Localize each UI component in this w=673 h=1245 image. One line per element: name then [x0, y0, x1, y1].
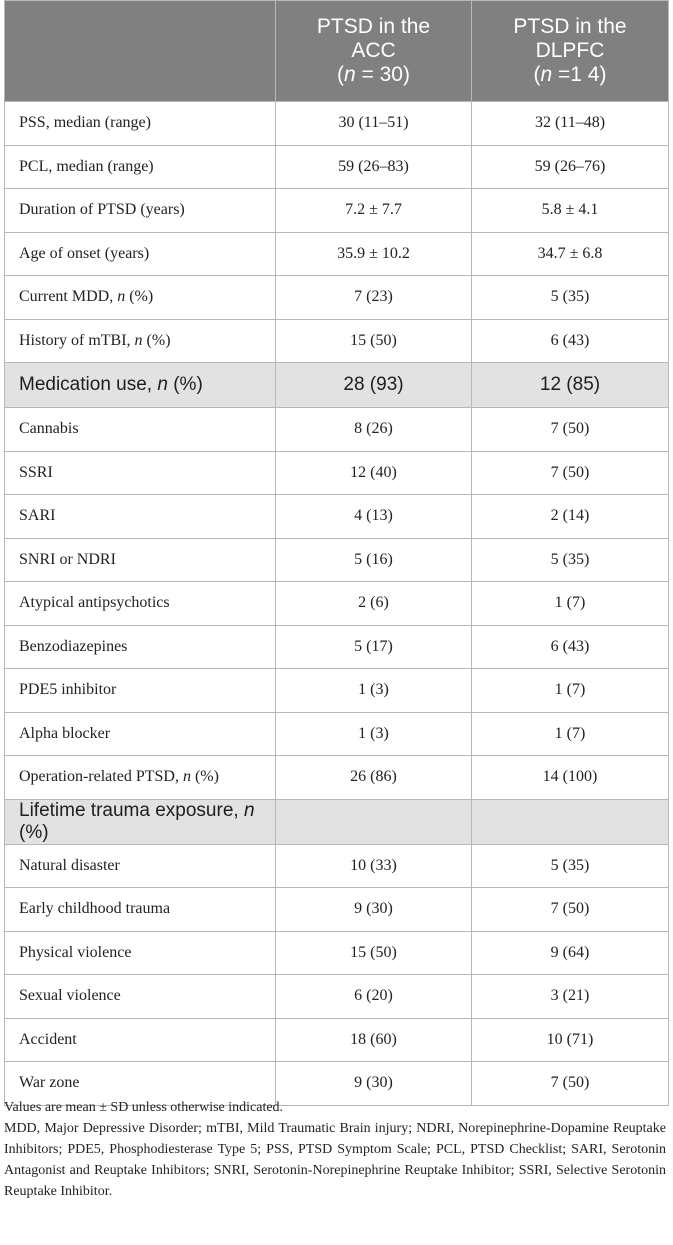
dlpfc-value: 1 (7): [472, 582, 669, 626]
acc-value: 7.2 ± 7.7: [276, 189, 472, 233]
row-label: Cannabis: [5, 408, 276, 452]
footnote-values: Values are mean ± SD unless otherwise indicated.: [4, 1100, 284, 1115]
row-label: War zone: [5, 1062, 276, 1106]
dlpfc-value: 59 (26–76): [472, 145, 669, 189]
table-row: [5, 408, 669, 452]
table-body: [5, 102, 669, 1106]
header-dlpfc-line1: PTSD in the: [513, 15, 627, 38]
acc-value: 4 (13): [276, 495, 472, 539]
row-label: Benzodiazepines: [5, 625, 276, 669]
acc-value: [276, 799, 472, 844]
section-row: [5, 363, 669, 408]
dlpfc-value: 3 (21): [472, 975, 669, 1019]
table-row: [5, 102, 669, 146]
dlpfc-value: 5 (35): [472, 844, 669, 888]
row-label-n: n: [182, 768, 191, 786]
table-row: [5, 276, 669, 320]
acc-value: 8 (26): [276, 408, 472, 452]
acc-value: 35.9 ± 10.2: [276, 232, 472, 276]
clinical-characteristics-table: [4, 0, 669, 1106]
table-row: [5, 975, 669, 1019]
row-label-text: Medication use,: [19, 374, 158, 395]
header-dlpfc-count: =1 4): [552, 63, 607, 86]
dlpfc-value: 5.8 ± 4.1: [472, 189, 669, 233]
header-acc: PTSD in the ACC (n = 30): [276, 1, 472, 102]
row-label: [5, 319, 276, 363]
acc-value: 5 (16): [276, 538, 472, 582]
row-label-n: n: [243, 799, 255, 821]
row-label: PDE5 inhibitor: [5, 669, 276, 713]
section-row: [5, 799, 669, 844]
acc-value: 2 (6): [276, 582, 472, 626]
row-label: [5, 756, 276, 800]
row-label-unit: (%): [167, 374, 203, 395]
header-acc-line1: PTSD in the: [316, 15, 431, 38]
table-row: [5, 669, 669, 713]
row-label-text: Lifetime trauma exposure,: [19, 799, 244, 821]
acc-value: 9 (30): [276, 888, 472, 932]
header-acc-count: = 30): [355, 63, 410, 86]
table-row: [5, 145, 669, 189]
row-label: Age of onset (years): [5, 232, 276, 276]
row-label: SARI: [5, 495, 276, 539]
acc-value: 1 (3): [276, 669, 472, 713]
table-row: [5, 712, 669, 756]
dlpfc-value: 7 (50): [472, 408, 669, 452]
row-label: PCL, median (range): [5, 145, 276, 189]
table-row: [5, 319, 669, 363]
table-row: [5, 582, 669, 626]
acc-value: 7 (23): [276, 276, 472, 320]
dlpfc-value: 14 (100): [472, 756, 669, 800]
dlpfc-value: 1 (7): [472, 712, 669, 756]
header-dlpfc-line2: DLPFC: [535, 39, 605, 62]
dlpfc-value: 5 (35): [472, 538, 669, 582]
dlpfc-value: 12 (85): [472, 363, 669, 408]
section-label: [5, 363, 276, 408]
acc-value: 1 (3): [276, 712, 472, 756]
table-header-row: [5, 1, 669, 102]
table-row: [5, 931, 669, 975]
table-row: [5, 538, 669, 582]
acc-value: 59 (26–83): [276, 145, 472, 189]
table-row: [5, 189, 669, 233]
row-label-text: Current MDD,: [19, 288, 118, 306]
header-dlpfc: PTSD in the DLPFC (n =1 4): [472, 1, 669, 102]
acc-value: 5 (17): [276, 625, 472, 669]
acc-value: 6 (20): [276, 975, 472, 1019]
row-label: SSRI: [5, 451, 276, 495]
dlpfc-value: 32 (11–48): [472, 102, 669, 146]
row-label-unit: (%): [142, 331, 171, 349]
row-label-n: n: [117, 288, 126, 306]
header-acc-n: n: [344, 63, 356, 86]
acc-value: 18 (60): [276, 1018, 472, 1062]
row-label: Accident: [5, 1018, 276, 1062]
dlpfc-value: 7 (50): [472, 888, 669, 932]
dlpfc-value: 6 (43): [472, 319, 669, 363]
dlpfc-value: 7 (50): [472, 1062, 669, 1106]
row-label-n: n: [157, 374, 168, 395]
acc-value: 10 (33): [276, 844, 472, 888]
row-label: Duration of PTSD (years): [5, 189, 276, 233]
header-dlpfc-n: n: [540, 63, 553, 86]
table-row: [5, 625, 669, 669]
row-label: Physical violence: [5, 931, 276, 975]
row-label-text: History of mTBI,: [19, 331, 135, 349]
table-row: [5, 844, 669, 888]
row-label: Alpha blocker: [5, 712, 276, 756]
row-label: Sexual violence: [5, 975, 276, 1019]
dlpfc-value: 6 (43): [472, 625, 669, 669]
acc-value: 12 (40): [276, 451, 472, 495]
dlpfc-value: 7 (50): [472, 451, 669, 495]
acc-value: 30 (11–51): [276, 102, 472, 146]
header-acc-line2: ACC: [351, 39, 396, 62]
table-row: [5, 756, 669, 800]
row-label-unit: (%): [125, 288, 154, 306]
dlpfc-value: 9 (64): [472, 931, 669, 975]
dlpfc-value: 1 (7): [472, 669, 669, 713]
table-row: [5, 888, 669, 932]
dlpfc-value: [472, 799, 669, 844]
dlpfc-value: 10 (71): [472, 1018, 669, 1062]
acc-value: 15 (50): [276, 319, 472, 363]
row-label-unit: (%): [19, 821, 49, 843]
dlpfc-value: 2 (14): [472, 495, 669, 539]
table-row: [5, 495, 669, 539]
header-blank: [5, 1, 276, 102]
footnote-abbreviations: MDD, Major Depressive Disorder; mTBI, Mild Traumatic Brain injury; NDRI, Norepinephrine-Dopamine Reuptake Inhibitors; PDE5, Phosphodiesterase Type 5; PSS, PTSD Symptom Scale; PCL, PTSD Checklist; SARI, Serotonin Antagonist and Reuptake Inhibitors; SNRI, Serotonin-Norepinephrine Reuptake Inhibitor; SSRI, Selective Serotonin Reuptake Inhibitor.: [4, 1121, 666, 1199]
row-label-text: Operation-related PTSD,: [19, 768, 183, 786]
dlpfc-value: 34.7 ± 6.8: [472, 232, 669, 276]
acc-value: 28 (93): [276, 363, 472, 408]
row-label: Atypical antipsychotics: [5, 582, 276, 626]
row-label-n: n: [134, 331, 143, 349]
row-label: PSS, median (range): [5, 102, 276, 146]
table-container: [4, 0, 668, 1106]
row-label: Early childhood trauma: [5, 888, 276, 932]
acc-value: 26 (86): [276, 756, 472, 800]
row-label: Natural disaster: [5, 844, 276, 888]
row-label: [5, 276, 276, 320]
section-label: [5, 799, 276, 844]
table-row: [5, 232, 669, 276]
acc-value: 15 (50): [276, 931, 472, 975]
table-row: [5, 451, 669, 495]
acc-value: 9 (30): [276, 1062, 472, 1106]
dlpfc-value: 5 (35): [472, 276, 669, 320]
row-label-unit: (%): [190, 768, 219, 786]
row-label: SNRI or NDRI: [5, 538, 276, 582]
table-footnotes: [4, 1097, 666, 1202]
table-row: [5, 1018, 669, 1062]
